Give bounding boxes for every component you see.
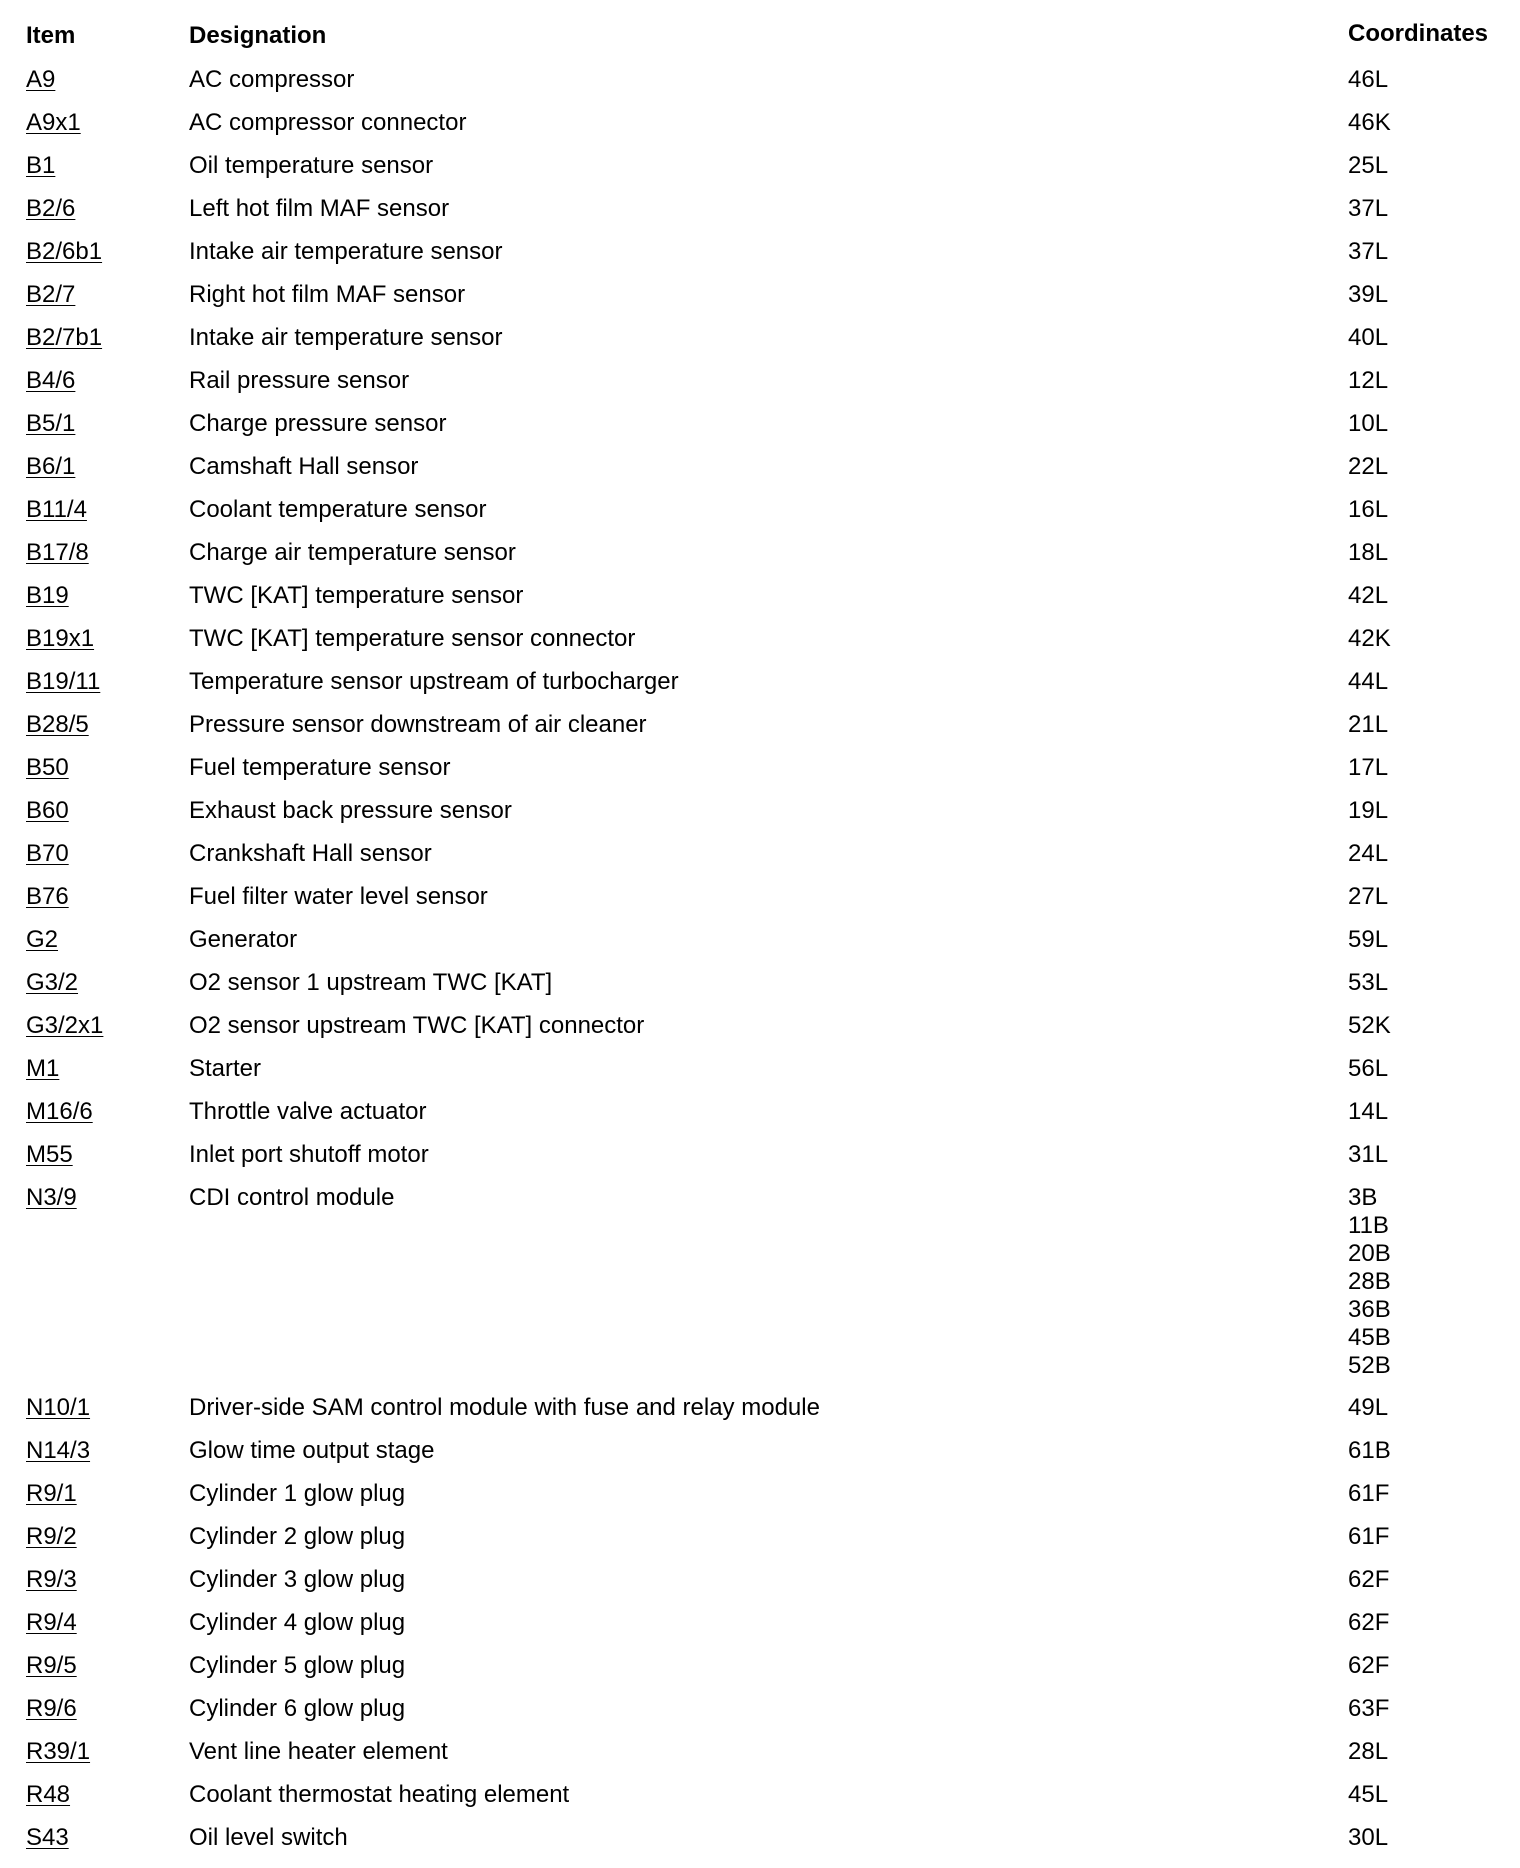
coordinates-cell	[1348, 883, 1498, 926]
table-row	[26, 453, 1498, 496]
coordinates-cell	[1348, 1609, 1498, 1652]
coordinate-value: 46L	[1348, 66, 1389, 93]
designation-cell: Charge pressure sensor	[189, 410, 447, 437]
item-link[interactable]: N3/9	[26, 1184, 77, 1211]
designation-cell: Fuel filter water level sensor	[189, 883, 488, 910]
item-link[interactable]: M55	[26, 1141, 73, 1168]
coordinate-value: 46K	[1348, 109, 1391, 136]
table-row	[26, 1523, 1498, 1566]
designation-cell: Throttle valve actuator	[189, 1098, 427, 1125]
item-link[interactable]: B76	[26, 883, 69, 910]
item-cell	[26, 1184, 189, 1394]
designation-cell: Fuel temperature sensor	[189, 754, 451, 781]
component-legend-table	[26, 22, 1498, 1867]
coordinates-cell	[1348, 625, 1498, 668]
designation-cell: O2 sensor 1 upstream TWC [KAT]	[189, 969, 553, 996]
coordinates-cell	[1348, 1824, 1498, 1867]
designation-cell: Crankshaft Hall sensor	[189, 840, 432, 867]
designation-cell: Intake air temperature sensor	[189, 324, 503, 351]
item-cell	[26, 152, 189, 195]
designation-cell: Cylinder 4 glow plug	[189, 1609, 406, 1636]
item-link[interactable]: B2/7b1	[26, 324, 103, 351]
designation-cell: Cylinder 2 glow plug	[189, 1523, 406, 1550]
table-row	[26, 1394, 1498, 1437]
item-cell	[26, 840, 189, 883]
table-row	[26, 66, 1498, 109]
coordinate-value: 61B	[1348, 1437, 1391, 1464]
designation-cell: Oil level switch	[189, 1824, 348, 1851]
item-cell	[26, 1141, 189, 1184]
coordinate-value: 59L	[1348, 926, 1389, 953]
item-cell	[26, 1012, 189, 1055]
coordinate-value: 21L	[1348, 711, 1389, 738]
coordinate-value: 22L	[1348, 453, 1389, 480]
designation-cell: O2 sensor upstream TWC [KAT] connector	[189, 1012, 645, 1039]
table-row	[26, 1781, 1498, 1824]
table-row	[26, 1141, 1498, 1184]
item-cell	[26, 1566, 189, 1609]
coordinates-cell	[1348, 1055, 1498, 1098]
column-header-coordinates: Coordinates	[1348, 20, 1489, 47]
table-row	[26, 625, 1498, 668]
item-link[interactable]: M16/6	[26, 1098, 93, 1125]
designation-cell: Vent line heater element	[189, 1738, 448, 1765]
item-cell	[26, 883, 189, 926]
coordinate-value: 49L	[1348, 1394, 1389, 1421]
item-cell	[26, 582, 189, 625]
coordinate-value: 37L	[1348, 238, 1389, 265]
coordinate-value: 17L	[1348, 754, 1389, 781]
coordinates-cell	[1348, 238, 1498, 281]
coordinates-cell	[1348, 1652, 1498, 1695]
item-link[interactable]: B28/5	[26, 711, 89, 738]
coordinates-cell	[1348, 281, 1498, 324]
designation-cell: TWC [KAT] temperature sensor connector	[189, 625, 636, 652]
coordinates-cell	[1348, 410, 1498, 453]
coordinates-cell	[1348, 1437, 1498, 1480]
designation-cell: Right hot film MAF sensor	[189, 281, 466, 308]
item-link[interactable]: B19/11	[26, 668, 101, 695]
table-row	[26, 281, 1498, 324]
coordinates-cell	[1348, 840, 1498, 883]
coordinates-cell	[1348, 926, 1498, 969]
coordinate-value: 62F	[1348, 1652, 1390, 1679]
item-link[interactable]: N10/1	[26, 1394, 91, 1421]
item-link[interactable]: B4/6	[26, 367, 76, 394]
designation-cell: Glow time output stage	[189, 1437, 435, 1464]
coordinate-value: 36B	[1348, 1296, 1391, 1323]
table-row	[26, 797, 1498, 840]
coordinates-cell	[1348, 711, 1498, 754]
coordinate-value: 14L	[1348, 1098, 1389, 1125]
item-link[interactable]: A9x1	[26, 109, 81, 136]
coordinates-cell	[1348, 582, 1498, 625]
table-row	[26, 1695, 1498, 1738]
item-cell	[26, 281, 189, 324]
designation-cell: Coolant thermostat heating element	[189, 1781, 570, 1808]
coordinates-cell	[1348, 1695, 1498, 1738]
table-row	[26, 1609, 1498, 1652]
coordinates-cell	[1348, 1098, 1498, 1141]
table-row	[26, 711, 1498, 754]
item-link[interactable]: R9/2	[26, 1523, 77, 1550]
item-link[interactable]: B17/8	[26, 539, 89, 566]
table-row	[26, 1184, 1498, 1394]
designation-cell: Coolant temperature sensor	[189, 496, 487, 523]
designation-cell: Charge air temperature sensor	[189, 539, 516, 566]
table-row	[26, 926, 1498, 969]
designation-cell: Oil temperature sensor	[189, 152, 434, 179]
coordinate-value: 52B	[1348, 1352, 1391, 1379]
coordinate-value: 52K	[1348, 1012, 1391, 1039]
item-link[interactable]: N14/3	[26, 1437, 91, 1464]
coordinates-cell	[1348, 1480, 1498, 1523]
coordinate-value: 61F	[1348, 1480, 1390, 1507]
item-cell	[26, 668, 189, 711]
item-cell	[26, 539, 189, 582]
item-link[interactable]: B5/1	[26, 410, 76, 437]
coordinate-value: 25L	[1348, 152, 1389, 179]
item-link[interactable]: B1	[26, 152, 56, 179]
coordinate-value: 28B	[1348, 1268, 1391, 1295]
coordinate-value: 63F	[1348, 1695, 1390, 1722]
item-cell	[26, 926, 189, 969]
designation-cell: Inlet port shutoff motor	[189, 1141, 429, 1168]
designation-cell: CDI control module	[189, 1184, 395, 1211]
coordinate-value: 45B	[1348, 1324, 1391, 1351]
item-link[interactable]: R48	[26, 1781, 71, 1808]
item-cell	[26, 66, 189, 109]
item-link[interactable]: R9/5	[26, 1652, 77, 1679]
item-link[interactable]: B2/7	[26, 281, 76, 308]
table-row	[26, 1738, 1498, 1781]
coordinate-value: 61F	[1348, 1523, 1390, 1550]
table-header-row	[26, 22, 1498, 66]
designation-cell: AC compressor	[189, 66, 355, 93]
item-cell	[26, 797, 189, 840]
coordinate-value: 62F	[1348, 1609, 1390, 1636]
item-link[interactable]: R9/6	[26, 1695, 77, 1722]
item-cell	[26, 1098, 189, 1141]
designation-cell: Temperature sensor upstream of turbocharger	[189, 668, 679, 695]
table-row	[26, 367, 1498, 410]
coordinates-cell	[1348, 668, 1498, 711]
table-body	[26, 66, 1498, 1867]
coordinates-cell	[1348, 195, 1498, 238]
item-cell	[26, 1738, 189, 1781]
item-cell	[26, 1824, 189, 1867]
coordinate-value: 24L	[1348, 840, 1389, 867]
designation-cell: Generator	[189, 926, 298, 953]
item-link[interactable]: R9/3	[26, 1566, 77, 1593]
item-link[interactable]: G3/2	[26, 969, 79, 996]
table-row	[26, 1566, 1498, 1609]
table-row	[26, 668, 1498, 711]
table-row	[26, 496, 1498, 539]
coordinate-value: 16L	[1348, 496, 1389, 523]
coordinates-cell	[1348, 152, 1498, 195]
coordinate-value: 11B	[1348, 1212, 1389, 1239]
table-row	[26, 582, 1498, 625]
designation-cell: Intake air temperature sensor	[189, 238, 503, 265]
item-link[interactable]: R9/1	[26, 1480, 77, 1507]
designation-cell: Starter	[189, 1055, 262, 1082]
column-header-item: Item	[26, 22, 76, 49]
item-link[interactable]: S43	[26, 1824, 69, 1851]
item-link[interactable]: B6/1	[26, 453, 76, 480]
coordinate-value: 12L	[1348, 367, 1389, 394]
designation-cell: TWC [KAT] temperature sensor	[189, 582, 524, 609]
designation-cell: Cylinder 5 glow plug	[189, 1652, 406, 1679]
item-cell	[26, 1652, 189, 1695]
table-row	[26, 1012, 1498, 1055]
item-link[interactable]: G3/2x1	[26, 1012, 104, 1039]
item-cell	[26, 1523, 189, 1566]
designation-cell: Cylinder 6 glow plug	[189, 1695, 406, 1722]
item-link[interactable]: B70	[26, 840, 69, 867]
coordinate-value: 19L	[1348, 797, 1389, 824]
coordinate-value: 10L	[1348, 410, 1389, 437]
coordinates-cell	[1348, 1781, 1498, 1824]
table-row	[26, 109, 1498, 152]
coordinate-value: 18L	[1348, 539, 1389, 566]
item-link[interactable]: R39/1	[26, 1738, 91, 1765]
column-header-designation: Designation	[189, 22, 327, 49]
coordinate-value: 31L	[1348, 1141, 1389, 1168]
item-link[interactable]: A9	[26, 66, 56, 93]
item-cell	[26, 1394, 189, 1437]
item-cell	[26, 1609, 189, 1652]
table-row	[26, 754, 1498, 797]
designation-cell: Cylinder 1 glow plug	[189, 1480, 406, 1507]
item-link[interactable]: B50	[26, 754, 69, 781]
item-cell	[26, 496, 189, 539]
table-row	[26, 1480, 1498, 1523]
coordinates-cell	[1348, 367, 1498, 410]
item-cell	[26, 109, 189, 152]
coordinate-value: 39L	[1348, 281, 1389, 308]
coordinate-value: 53L	[1348, 969, 1389, 996]
item-cell	[26, 1480, 189, 1523]
item-cell	[26, 754, 189, 797]
item-cell	[26, 1437, 189, 1480]
coordinate-value: 27L	[1348, 883, 1389, 910]
item-cell	[26, 324, 189, 367]
coordinates-cell	[1348, 1738, 1498, 1781]
table-row	[26, 152, 1498, 195]
coordinate-value: 30L	[1348, 1824, 1389, 1851]
designation-cell: Rail pressure sensor	[189, 367, 410, 394]
coordinates-cell	[1348, 539, 1498, 582]
coordinate-value: 42K	[1348, 625, 1391, 652]
table-row	[26, 883, 1498, 926]
coordinates-cell	[1348, 324, 1498, 367]
table-row	[26, 195, 1498, 238]
item-link[interactable]: B2/6b1	[26, 238, 103, 265]
item-cell	[26, 625, 189, 668]
item-cell	[26, 711, 189, 754]
table-row	[26, 1055, 1498, 1098]
item-cell	[26, 410, 189, 453]
item-link[interactable]: B19x1	[26, 625, 95, 652]
item-link[interactable]: B19	[26, 582, 69, 609]
coordinate-value: 62F	[1348, 1566, 1390, 1593]
coordinates-cell	[1348, 1184, 1498, 1394]
coordinate-value: 42L	[1348, 582, 1389, 609]
item-cell	[26, 1695, 189, 1738]
item-cell	[26, 238, 189, 281]
table-row	[26, 324, 1498, 367]
coordinates-cell	[1348, 109, 1498, 152]
table-row	[26, 410, 1498, 453]
item-link[interactable]: G2	[26, 926, 59, 953]
item-cell	[26, 1055, 189, 1098]
designation-cell: Pressure sensor downstream of air cleaner	[189, 711, 647, 738]
table-row	[26, 969, 1498, 1012]
item-link[interactable]: B11/4	[26, 496, 87, 523]
coordinate-value: 20B	[1348, 1240, 1391, 1267]
table-row	[26, 1652, 1498, 1695]
coordinate-value: 28L	[1348, 1738, 1389, 1765]
coordinates-cell	[1348, 1523, 1498, 1566]
coordinates-cell	[1348, 453, 1498, 496]
coordinate-value: 56L	[1348, 1055, 1389, 1082]
item-cell	[26, 1781, 189, 1824]
item-link[interactable]: R9/4	[26, 1609, 77, 1636]
coordinate-value: 37L	[1348, 195, 1389, 222]
coordinates-cell	[1348, 797, 1498, 840]
coordinate-value: 45L	[1348, 1781, 1389, 1808]
table-row	[26, 1098, 1498, 1141]
designation-cell: Driver-side SAM control module with fuse and relay module	[189, 1394, 820, 1421]
item-link[interactable]: M1	[26, 1055, 60, 1082]
coordinate-value: 40L	[1348, 324, 1389, 351]
designation-cell: AC compressor connector	[189, 109, 467, 136]
designation-cell: Camshaft Hall sensor	[189, 453, 419, 480]
coordinates-cell	[1348, 496, 1498, 539]
coordinates-cell	[1348, 754, 1498, 797]
item-cell	[26, 195, 189, 238]
coordinates-cell	[1348, 1394, 1498, 1437]
coordinates-cell	[1348, 1012, 1498, 1055]
coordinates-cell	[1348, 1566, 1498, 1609]
item-link[interactable]: B60	[26, 797, 69, 824]
designation-cell: Left hot film MAF sensor	[189, 195, 450, 222]
designation-cell: Cylinder 3 glow plug	[189, 1566, 406, 1593]
coordinates-cell	[1348, 1141, 1498, 1184]
table-row	[26, 238, 1498, 281]
table-row	[26, 840, 1498, 883]
item-cell	[26, 453, 189, 496]
coordinate-value: 44L	[1348, 668, 1389, 695]
coordinates-cell	[1348, 66, 1498, 109]
table-row	[26, 1437, 1498, 1480]
table-row	[26, 1824, 1498, 1867]
item-link[interactable]: B2/6	[26, 195, 76, 222]
coordinates-cell	[1348, 969, 1498, 1012]
item-cell	[26, 969, 189, 1012]
coordinate-value: 3B	[1348, 1184, 1378, 1211]
designation-cell: Exhaust back pressure sensor	[189, 797, 512, 824]
item-cell	[26, 367, 189, 410]
table-row	[26, 539, 1498, 582]
